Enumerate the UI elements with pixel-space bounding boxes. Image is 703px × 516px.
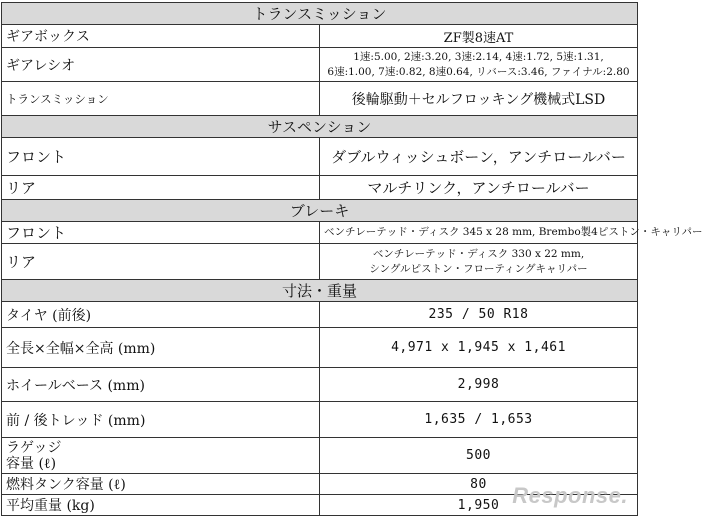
value-line: 1速:5.00, 2速:3.20, 3速:2.14, 4速:1.72, 5速:1.31, <box>353 50 604 63</box>
row-value: 1,635 / 1,653 <box>320 402 638 438</box>
section-header-suspension <box>2 116 638 138</box>
value-line: シングルピストン・フローティングキャリパー <box>369 262 588 275</box>
watermark-logo: Response. <box>512 483 628 508</box>
row-value: 4,971 x 1,945 x 1,461 <box>320 328 638 368</box>
section-title: ブレーキ <box>2 200 638 222</box>
section-title: サスペンション <box>2 116 638 138</box>
row-label: 燃料タンク容量 (ℓ) <box>2 474 320 495</box>
row-label: 全長×全幅×全高 (mm) <box>2 328 320 368</box>
table-row <box>2 402 638 438</box>
row-value: 500 <box>320 438 638 474</box>
section-header-dimensions <box>2 280 638 302</box>
row-label: リア <box>2 176 320 200</box>
table-row <box>2 48 638 82</box>
table-row <box>2 244 638 280</box>
row-value: 2,998 <box>320 368 638 402</box>
table-row <box>2 138 638 176</box>
row-value: 80 <box>320 474 638 495</box>
row-label: トランスミッション <box>2 82 320 116</box>
row-value: ベンチレーテッド・ディスク 345 x 28 mm, Brembo製4ピストン・キャリパー <box>320 222 638 244</box>
row-label: フロント <box>2 222 320 244</box>
value-line: 6速:1.00, 7速:0.82, 8速0.64, リバース:3.46, ファイナル:2.80 <box>327 65 630 78</box>
row-label: ホイールベース (mm) <box>2 368 320 402</box>
row-value <box>320 48 638 82</box>
table-row <box>2 368 638 402</box>
row-value: マルチリンク，アンチロールバー <box>320 176 638 200</box>
row-value: 後輪駆動＋セルフロッキング機械式LSD <box>320 82 638 116</box>
row-value <box>320 244 638 280</box>
table-row <box>2 438 638 474</box>
row-value: ダブルウィッシュボーン，アンチロールバー <box>320 138 638 176</box>
row-label: 平均重量 (kg) <box>2 495 320 516</box>
row-label: フロント <box>2 138 320 176</box>
table-row <box>2 25 638 48</box>
row-label: ギアボックス <box>2 25 320 48</box>
row-value: ZF製8速AT <box>320 25 638 48</box>
spec-table <box>1 2 703 516</box>
table-row <box>2 176 638 200</box>
row-label: タイヤ (前後) <box>2 302 320 328</box>
label-line: 容量 (ℓ) <box>6 455 57 472</box>
row-label: リア <box>2 244 320 280</box>
row-label: ギアレシオ <box>2 48 320 82</box>
row-value: 235 / 50 R18 <box>320 302 638 328</box>
section-header-brake <box>2 200 638 222</box>
row-label: 前 / 後トレッド (mm) <box>2 402 320 438</box>
section-title: トランスミッション <box>2 3 638 25</box>
value-line: ベンチレーテッド・ディスク 330 x 22 mm, <box>372 247 585 260</box>
section-title: 寸法・重量 <box>2 280 638 302</box>
table-row <box>2 82 638 116</box>
row-value: 1,950 <box>320 495 638 516</box>
row-label <box>2 438 320 474</box>
table-row <box>2 222 638 244</box>
section-header-transmission <box>2 3 638 25</box>
table-row <box>2 302 638 328</box>
label-line: ラゲッジ <box>6 439 62 456</box>
table-row <box>2 328 638 368</box>
